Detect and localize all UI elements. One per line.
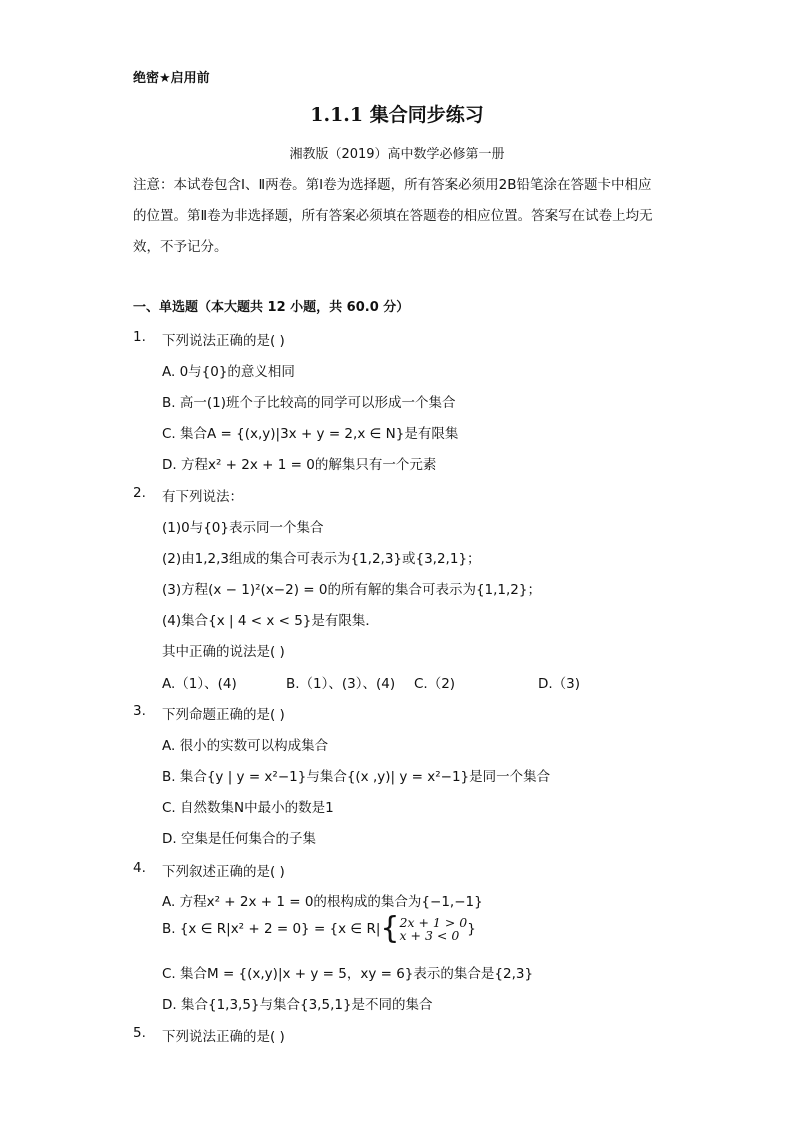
question-number: 1. [133,329,146,345]
option-c: C. 集合M = {(x,y)|x + y = 5，xy = 6}表示的集合是{2,3} [162,966,534,982]
option-a: A.（1）、(4) [162,676,237,692]
statement-item: (2)由1,2,3组成的集合可表示为{1,2,3}或{3,2,1}； [162,551,481,567]
page-title: 1.1.1 集合同步练习 [310,104,484,126]
question-number: 2. [133,485,146,501]
option-c: C. 集合A = {(x,y)|3x + y = 2,x ∈ N}是有限集 [162,426,459,442]
question-number: 3. [133,703,146,719]
option-c: C.（2) [414,676,456,692]
question-stem: 下列叙述正确的是( ) [162,864,285,880]
question-number: 5. [133,1025,146,1041]
option-d: D.（3) [538,676,581,692]
secret-label: 绝密★启用前 [133,71,210,86]
inequality-system [400,916,468,942]
option-b: B. 高一(1)班个子比较高的同学可以形成一个集合 [162,395,456,411]
option-b-prefix: B. {x ∈ R|x² + 2 = 0} = {x ∈ R| [162,921,381,937]
inequality-line: 2x + 1 > 0 [399,915,468,930]
question-stem: 下列说法正确的是( ) [162,1029,285,1045]
option-a: A. 0与{0}的意义相同 [162,364,295,380]
question-stem: 下列说法正确的是( ) [162,333,285,349]
option-d: D. 集合{1,3,5}与集合{3,5,1}是不同的集合 [162,997,433,1013]
question-number: 4. [133,860,146,876]
statement-item: (3)方程(x − 1)²(x−2) = 0的所有解的集合可表示为{1,1,2}； [162,582,541,598]
system-brace: { [380,911,400,946]
question-stem: 下列命题正确的是( ) [162,707,285,723]
statement-item: (4)集合{x | 4 < x < 5}是有限集． [162,613,379,629]
option-b: B. 集合{y | y = x²−1}与集合{(x ,y)| y = x²−1}是同一个集合 [162,769,551,785]
question-stem-secondary: 其中正确的说法是( ) [162,644,285,660]
question-stem: 有下列说法： [162,489,243,505]
section-heading: 一、单选题（本大题共 12 小题，共 60.0 分） [133,300,410,315]
option-b: B.（1）、(3）、(4) [286,676,396,692]
option-b [162,911,476,946]
option-c: C. 自然数集N中最小的数是1 [162,800,334,816]
inequality-line: x + 3 < 0 [399,928,460,943]
option-a: A. 方程x² + 2x + 1 = 0的根构成的集合为{−1,−1} [162,894,483,910]
option-d: D. 方程x² + 2x + 1 = 0的解集只有一个元素 [162,457,437,473]
option-d: D. 空集是任何集合的子集 [162,831,316,847]
page-subtitle: 湘教版（2019）高中数学必修第一册 [289,147,505,162]
option-b-suffix: } [467,921,476,937]
option-a: A. 很小的实数可以构成集合 [162,738,329,754]
exam-notice: 注意：本试卷包含Ⅰ、Ⅱ两卷。第Ⅰ卷为选择题，所有答案必须用2B铅笔涂在答题卡中相应的位置。第Ⅱ卷为非选择题，所有答案必须填在答题卷的相应位置。答案写在试卷上均无效，不予记分。 [133,177,653,255]
statement-item: (1)0与{0}表示同一个集合 [162,520,324,536]
